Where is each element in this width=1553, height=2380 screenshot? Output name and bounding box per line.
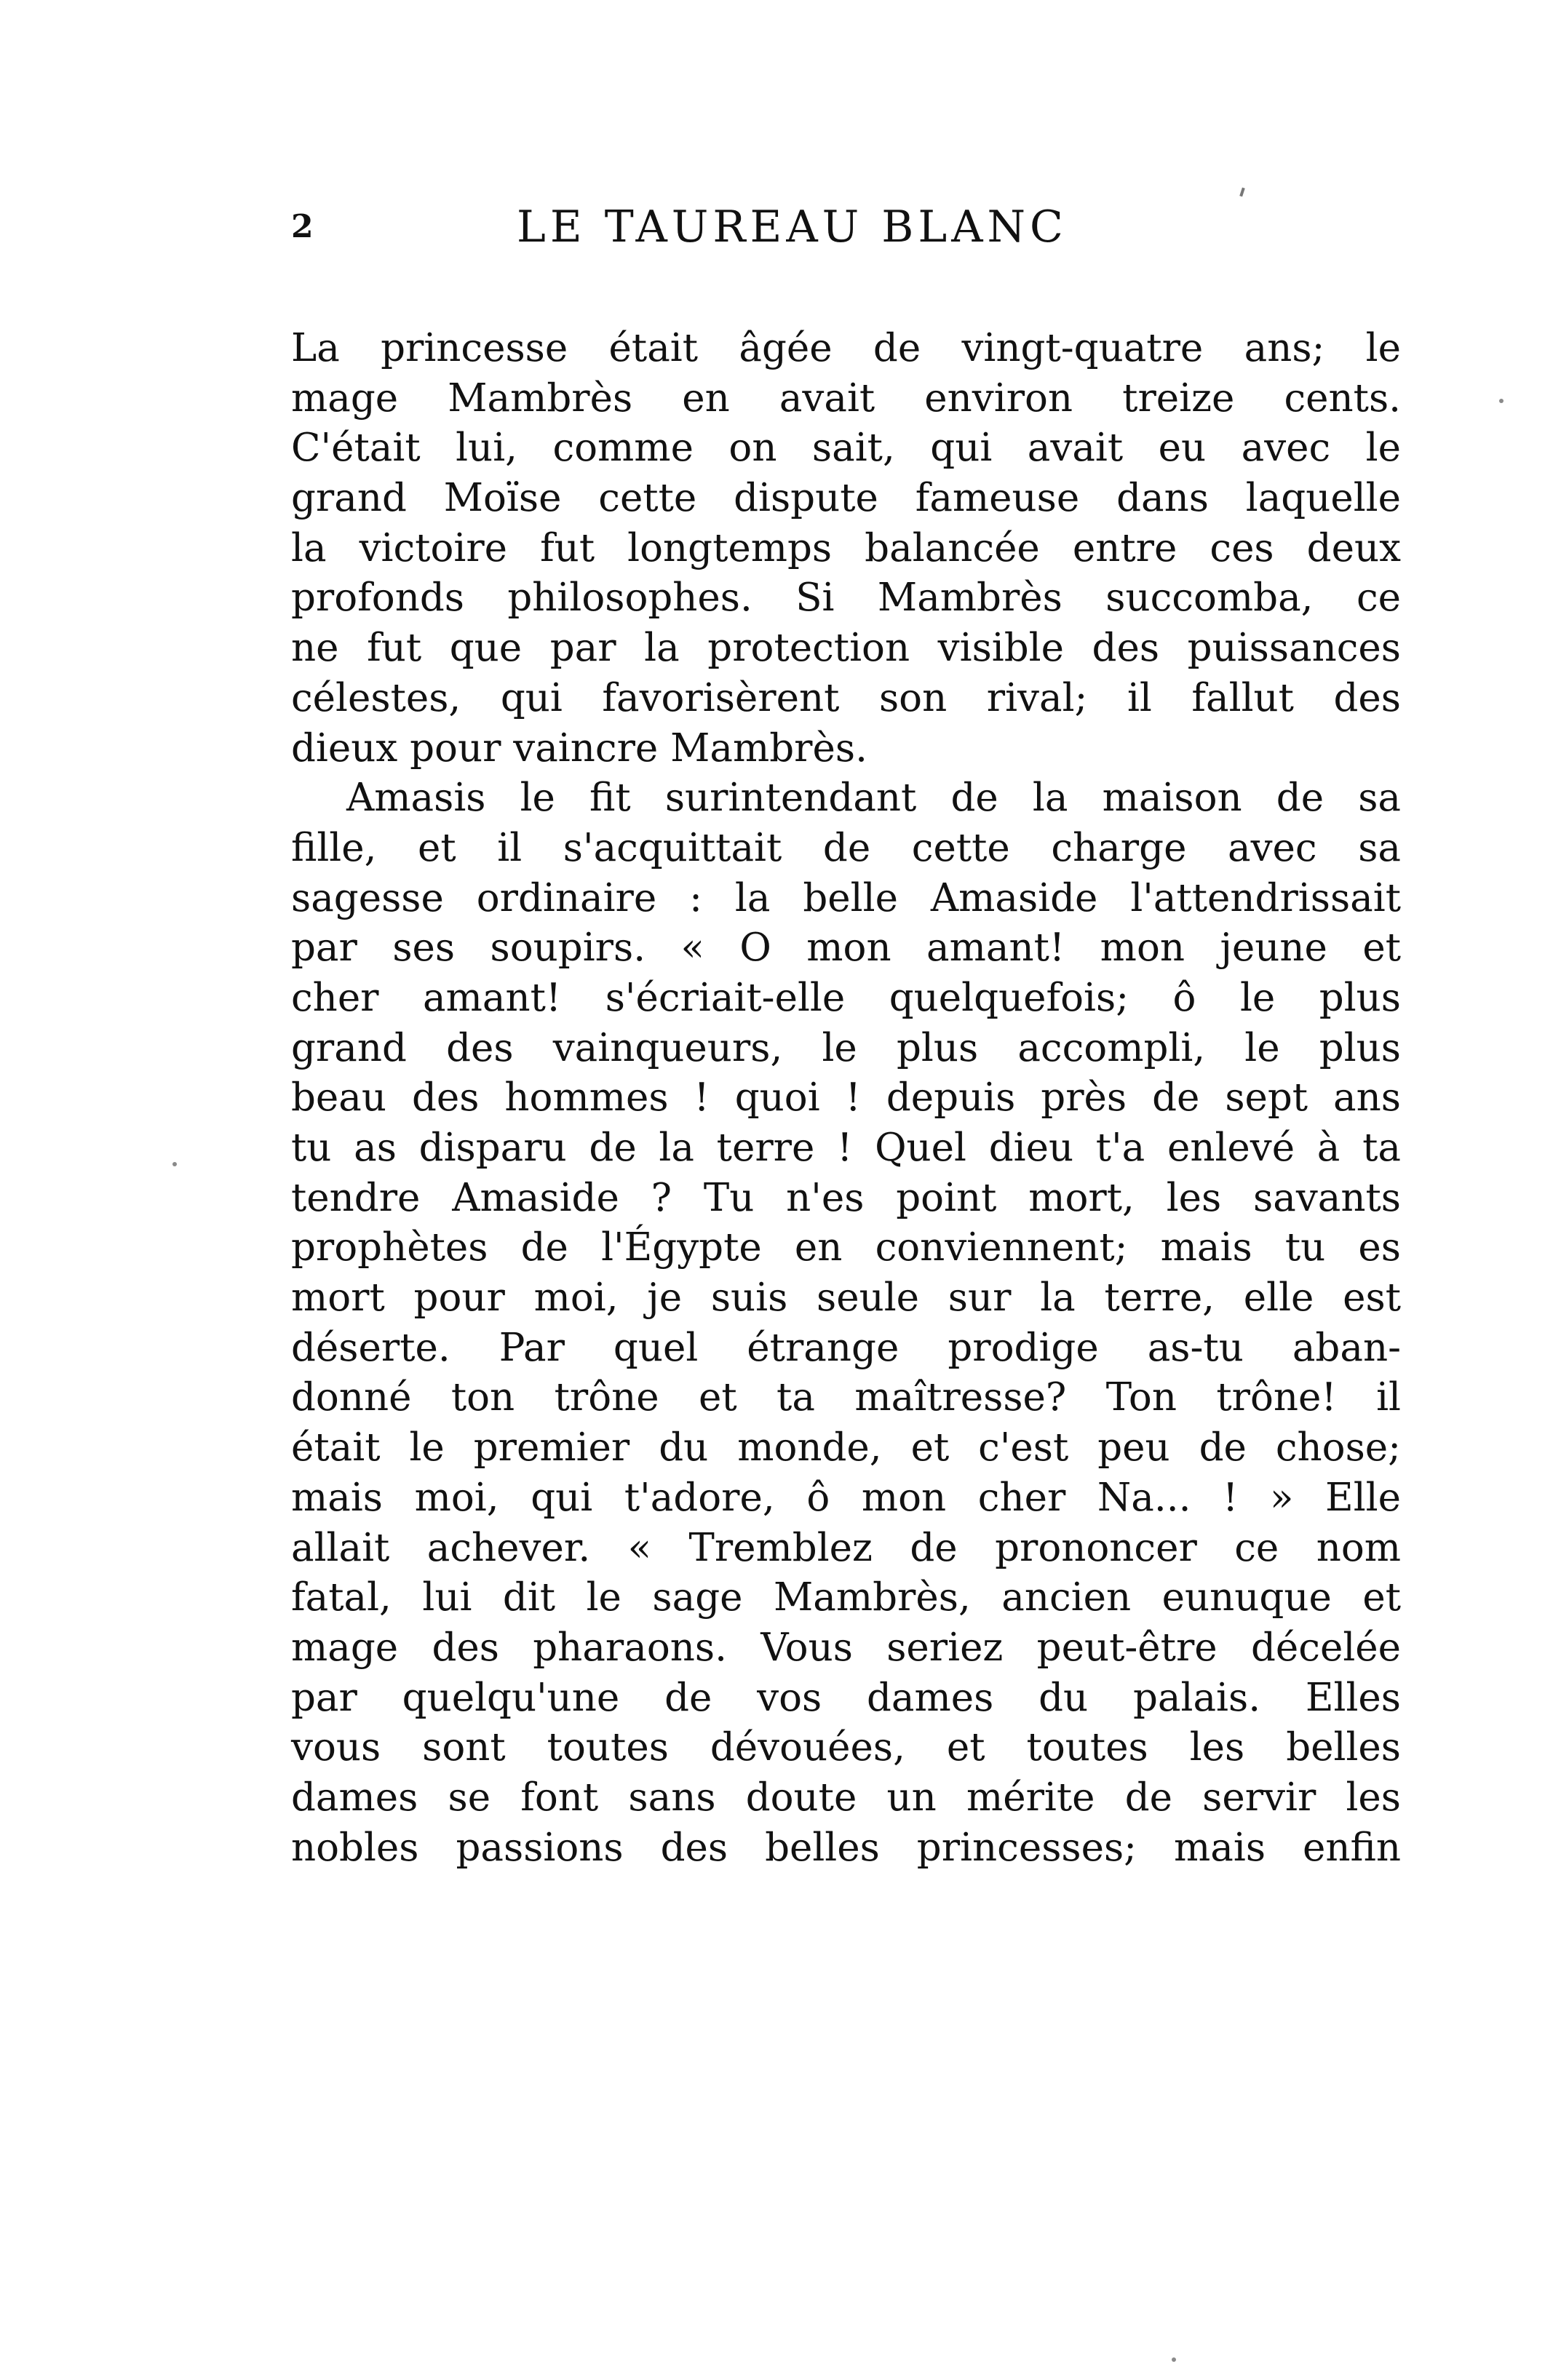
text-line-last: dieux pour vaincre Mambrès. [291, 725, 867, 771]
text-line: fille, et il s'acquittait de cette charge avec sa [291, 825, 1401, 870]
text-line: grand des vainqueurs, le plus accompli, le plus [291, 1025, 1401, 1070]
text-line: profonds philosophes. Si Mambrès succomba, ce [291, 576, 1401, 621]
text-line: était le premier du monde, et c'est peu de chose; [291, 1425, 1401, 1470]
text-line: allait achever. « Tremblez de prononcer ce nom [291, 1525, 1401, 1570]
text-line: par ses soupirs. « O mon amant! mon jeune et [291, 926, 1401, 971]
text-line: par quelqu'une de vos dames du palais. Elles [291, 1675, 1401, 1720]
text-line: C'était lui, comme on sait, qui avait eu avec le [291, 426, 1401, 471]
text-line: tendre Amaside ? Tu n'es point mort, les savants [291, 1175, 1401, 1220]
body-text [291, 324, 1401, 1873]
running-head [291, 198, 1405, 256]
text-line: ne fut que par la protection visible des puissances [291, 626, 1401, 671]
text-line: beau des hommes ! quoi ! depuis près de sept ans [291, 1075, 1401, 1121]
stray-mark [1239, 188, 1245, 197]
text-line: dames se font sans doute un mérite de servir les [291, 1775, 1401, 1820]
running-title: LE TAUREAU BLANC [517, 202, 1068, 252]
paragraph-start: Amasis le fit surintendant de la maison de sa [346, 776, 1401, 821]
text-line: la victoire fut longtemps balancée entre ces deux [291, 525, 1401, 570]
text-line: sagesse ordinaire : la belle Amaside l'attendrissait [291, 875, 1401, 920]
text-line: tu as disparu de la terre ! Quel dieu t'a enlevé à ta [291, 1126, 1401, 1170]
text-line: grand Moïse cette dispute fameuse dans laquelle [291, 476, 1401, 521]
page-number: 2 [291, 208, 314, 245]
margin-speck [1172, 2357, 1176, 2362]
text-line: prophètes de l'Égypte en conviennent; mais tu es [291, 1225, 1401, 1270]
text-line: mais moi, qui t'adore, ô mon cher Na... ! » Elle [291, 1475, 1401, 1520]
text-line: mage des pharaons. Vous seriez peut-être décelée [291, 1625, 1401, 1670]
text-line: mage Mambrès en avait environ treize cents. [291, 375, 1401, 421]
text-line: donné ton trône et ta maîtresse? Ton trône! il [291, 1375, 1401, 1420]
text-line: nobles passions des belles princesses; mais enfin [291, 1825, 1401, 1870]
text-line: vous sont toutes dévouées, et toutes les belles [291, 1725, 1401, 1770]
text-line: fatal, lui dit le sage Mambrès, ancien eunuque et [291, 1575, 1401, 1620]
text-line: mort pour moi, je suis seule sur la terre, elle est [291, 1275, 1401, 1321]
text-line: célestes, qui favorisèrent son rival; il fallut des [291, 675, 1401, 720]
margin-speck [172, 1162, 177, 1166]
text-line: cher amant! s'écriait-elle quelquefois; ô le plus [291, 975, 1401, 1020]
text-line: La princesse était âgée de vingt-quatre ans; le [291, 326, 1401, 370]
margin-speck [1499, 399, 1504, 403]
text-line: déserte. Par quel étrange prodige as-tu aban- [291, 1325, 1401, 1370]
